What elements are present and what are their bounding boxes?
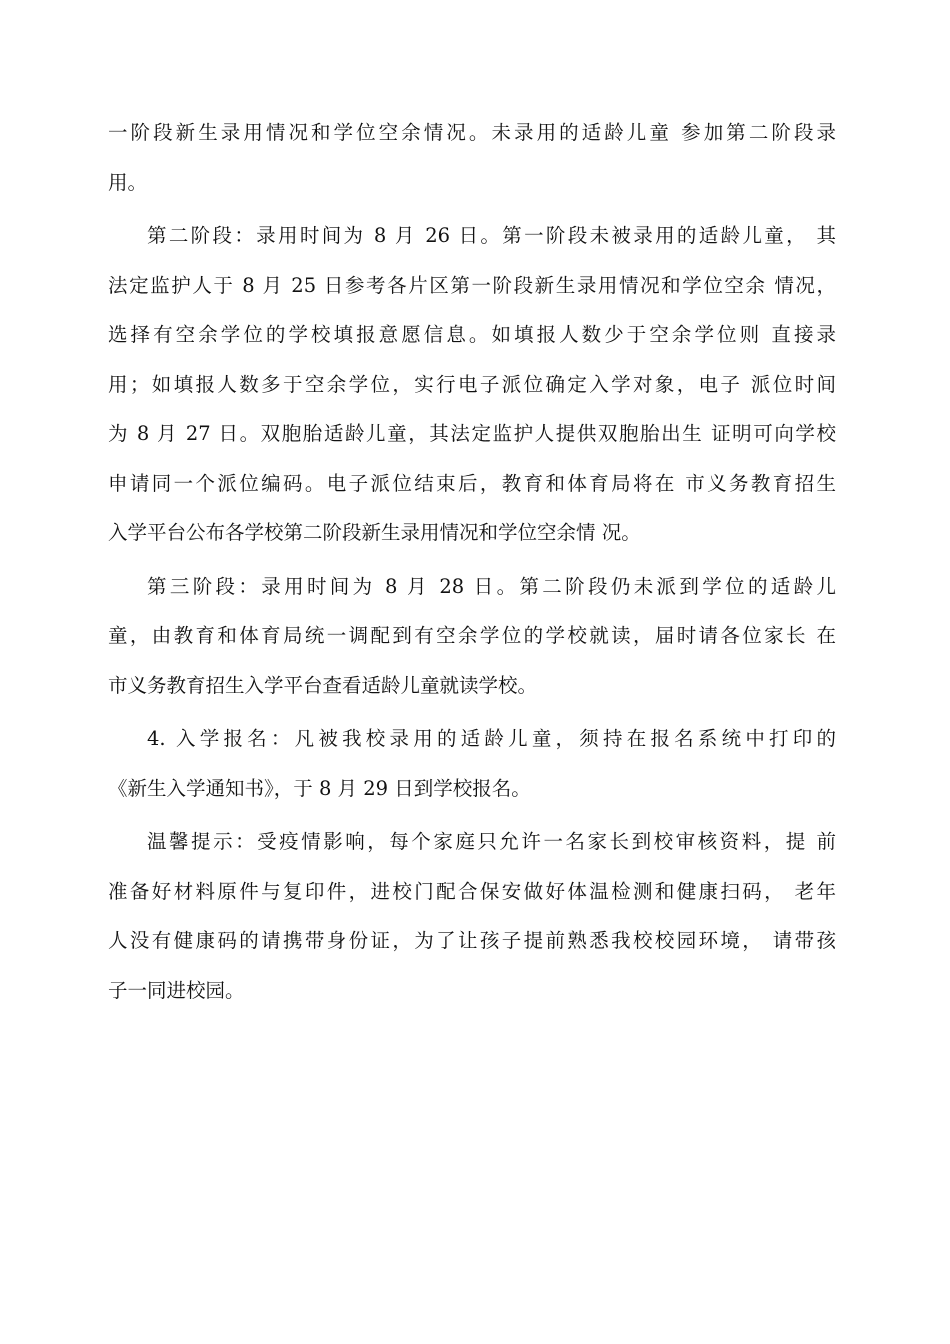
- paragraph-stage-one-tail: [108, 108, 836, 207]
- text-line: 用；如填报人数多于空余学位，实行电子派位确定入学对象，电子 派位时间: [108, 372, 836, 396]
- paragraph-reminder: [108, 817, 836, 1015]
- text-line: 《新生入学通知书》，于 8 月 29 日到学校报名。: [108, 776, 531, 800]
- text-line: 第二阶段：录用时间为 8 月 26 日。第一阶段未被录用的适龄儿童， 其: [147, 224, 836, 247]
- text-line: 申请同一个派位编码。电子派位结束后，教育和体育局将在 市义务教育招生: [108, 471, 836, 495]
- text-line: 4. 入学报名：凡被我校录用的适龄儿童，须持在报名系统中打印的: [147, 727, 836, 750]
- text-line: 人没有健康码的请携带身份证，为了让孩子提前熟悉我校校园环境， 请带孩: [108, 929, 836, 952]
- text-line: 市义务教育招生入学平台查看适龄儿童就读学校。: [108, 673, 538, 697]
- text-line: 选择有空余学位的学校填报意愿信息。如填报人数少于空余学位则 直接录: [108, 323, 836, 346]
- text-line: 为 8 月 27 日。双胞胎适龄儿童，其法定监护人提供双胞胎出生 证明可向学校: [108, 422, 836, 445]
- text-line: 入学平台公布各学校第二阶段新生录用情况和学位空余情 况。: [108, 521, 641, 544]
- text-line: 法定监护人于 8 月 25 日参考各片区第一阶段新生录用情况和学位空余 情况，: [108, 273, 836, 297]
- text-line: 子一同进校园。: [108, 978, 245, 1002]
- paragraph-stage-two: [108, 211, 836, 558]
- text-line: 温馨提示：受疫情影响，每个家庭只允许一名家长到校审核资料，提 前: [147, 830, 836, 853]
- paragraph-enrollment: [108, 714, 836, 813]
- paragraph-stage-three: [108, 562, 836, 711]
- text-line: 第三阶段：录用时间为 8 月 28 日。第二阶段仍未派到学位的适龄儿: [147, 574, 836, 598]
- text-line: 用。: [108, 170, 148, 194]
- text-line: 准备好材料原件与复印件，进校门配合保安做好体温检测和健康扫码， 老年: [108, 879, 836, 903]
- text-line: 一阶段新生录用情况和学位空余情况。未录用的适龄儿童 参加第二阶段录: [108, 121, 836, 144]
- document-page: [108, 108, 836, 1019]
- text-line: 童，由教育和体育局统一调配到有空余学位的学校就读，届时请各位家长 在: [108, 624, 836, 647]
